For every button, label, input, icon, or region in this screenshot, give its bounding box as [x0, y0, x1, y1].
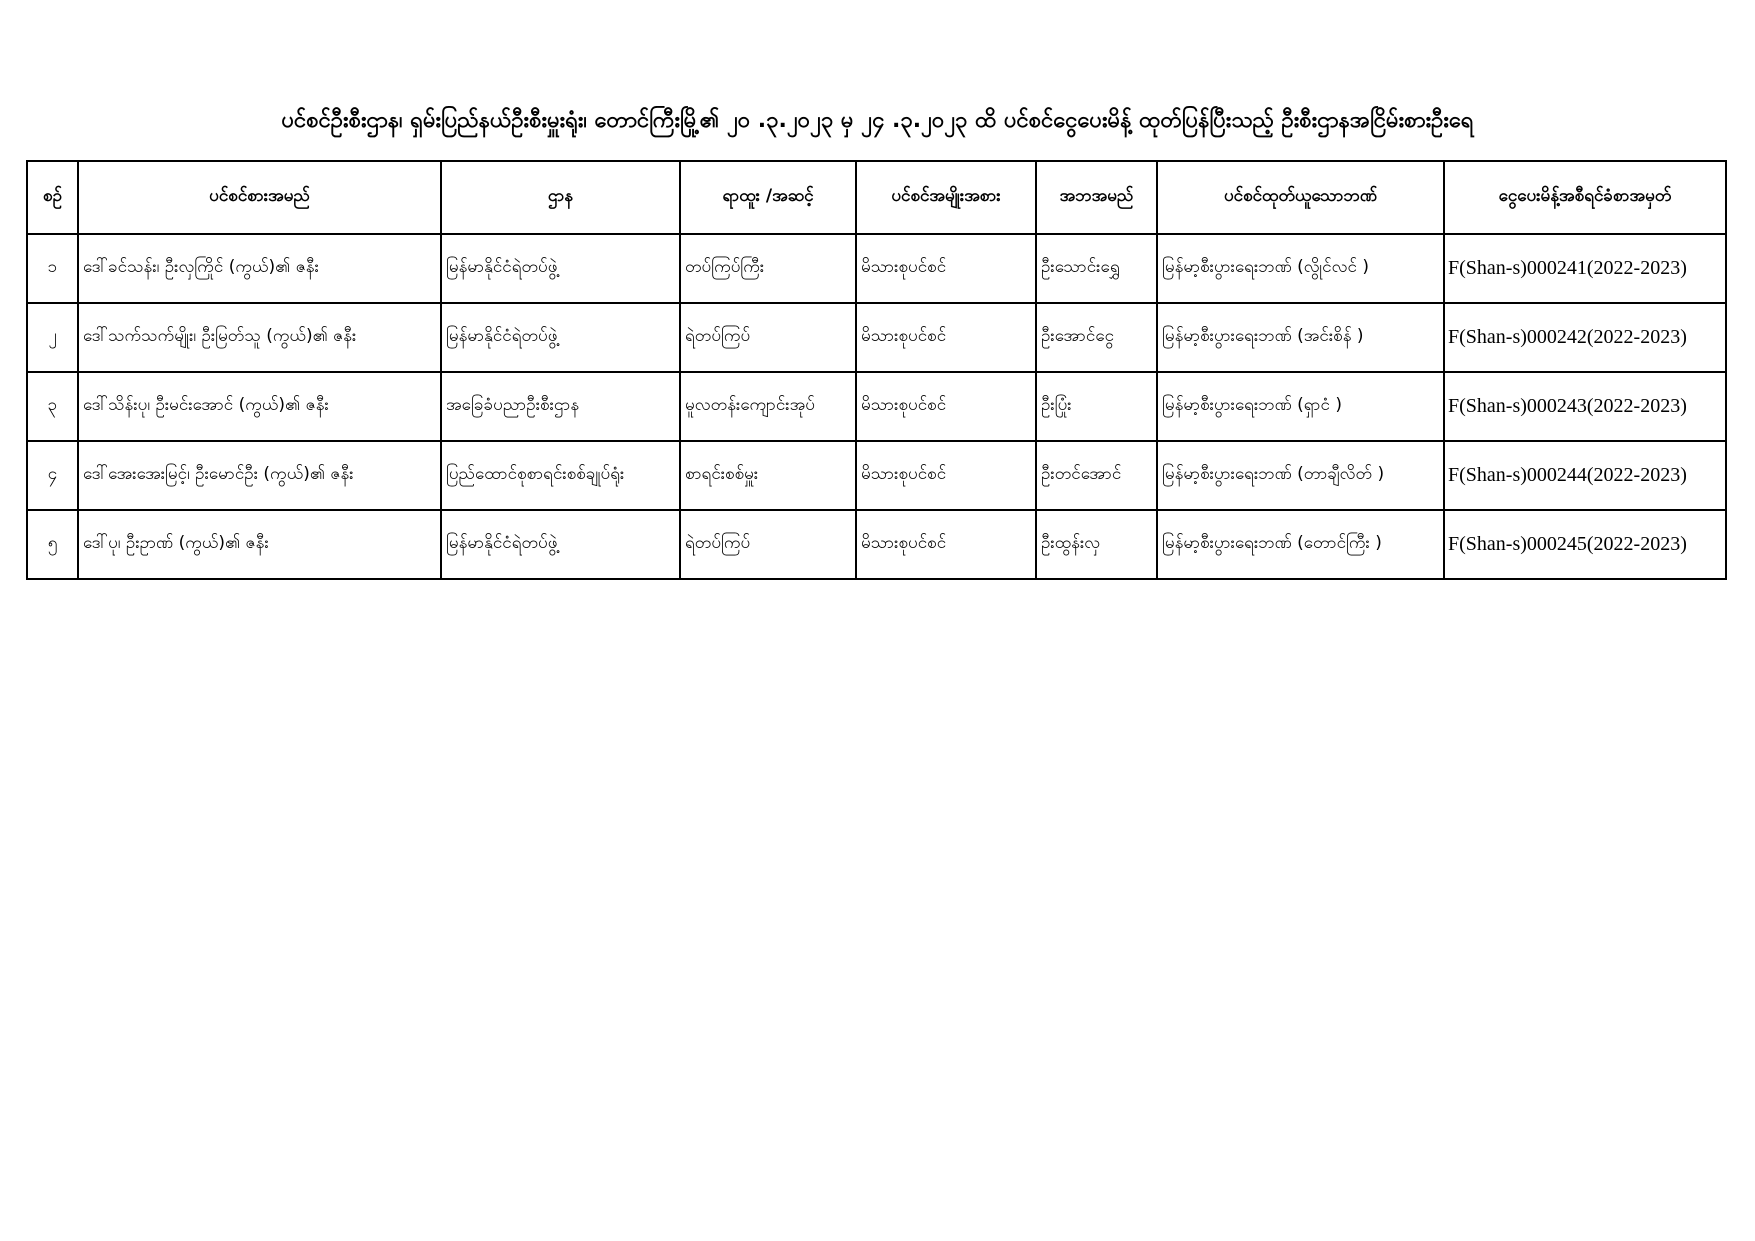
rank-cell: စာရင်းစစ်မှူး	[680, 441, 856, 510]
bank-cell: မြန်မာ့စီးပွားရေးဘဏ် (ရှာငံ )	[1157, 372, 1444, 441]
pensioner-name-cell: ဒေါ်ခင်သန်း၊ ဦးလှကြိုင် (ကွယ်)၏ ဇနီး	[78, 234, 441, 303]
father-name-cell: ဦးပြုံး	[1036, 372, 1157, 441]
table-header	[27, 161, 1726, 234]
pension-type-cell: မိသားစုပင်စင်	[856, 510, 1036, 579]
department-cell: မြန်မာနိုင်ငံရဲတပ်ဖွဲ့	[441, 303, 680, 372]
column-header-rank: ရာထူး /အဆင့်	[680, 161, 856, 234]
reference-number-cell: F(Shan-s)000244(2022-2023)	[1444, 441, 1726, 510]
reference-number-cell: F(Shan-s)000245(2022-2023)	[1444, 510, 1726, 579]
serial-cell: ၂	[27, 303, 78, 372]
pension-type-cell: မိသားစုပင်စင်	[856, 234, 1036, 303]
rank-cell: တပ်ကြပ်ကြီး	[680, 234, 856, 303]
column-header-pensioner-name: ပင်စင်စားအမည်	[78, 161, 441, 234]
column-header-department: ဌာန	[441, 161, 680, 234]
department-cell: အခြေခံပညာဦးစီးဌာန	[441, 372, 680, 441]
father-name-cell: ဦးတင်အောင်	[1036, 441, 1157, 510]
reference-number-cell: F(Shan-s)000242(2022-2023)	[1444, 303, 1726, 372]
pension-type-cell: မိသားစုပင်စင်	[856, 441, 1036, 510]
father-name-cell: ဦးသောင်းရွှေ	[1036, 234, 1157, 303]
column-header-serial: စဉ်	[27, 161, 78, 234]
pensioner-name-cell: ဒေါ်အေးအေးမြင့်၊ ဦးမောင်ဦး (ကွယ်)၏ ဇနီး	[78, 441, 441, 510]
rank-cell: ရဲတပ်ကြပ်	[680, 303, 856, 372]
bank-cell: မြန်မာ့စီးပွားရေးဘဏ် (အင်းစိန် )	[1157, 303, 1444, 372]
department-cell: မြန်မာနိုင်ငံရဲတပ်ဖွဲ့	[441, 234, 680, 303]
serial-cell: ၃	[27, 372, 78, 441]
serial-cell: ၁	[27, 234, 78, 303]
bank-cell: မြန်မာ့စီးပွားရေးဘဏ် (တောင်ကြီး )	[1157, 510, 1444, 579]
father-name-cell: ဦးထွန်းလှ	[1036, 510, 1157, 579]
pensioner-name-cell: ဒေါ်သိန်းပု၊ ဦးမင်းအောင် (ကွယ်)၏ ဇနီး	[78, 372, 441, 441]
pension-type-cell: မိသားစုပင်စင်	[856, 303, 1036, 372]
serial-cell: ၄	[27, 441, 78, 510]
column-header-reference-number: ငွေပေးမိန့်အစီရင်ခံစာအမှတ်	[1444, 161, 1726, 234]
pensioner-name-cell: ဒေါ်သက်သက်မျိုး၊ ဦးမြတ်သူ (ကွယ်)၏ ဇနီး	[78, 303, 441, 372]
department-cell: မြန်မာနိုင်ငံရဲတပ်ဖွဲ့	[441, 510, 680, 579]
table-row	[27, 234, 1726, 303]
table-row	[27, 303, 1726, 372]
rank-cell: မူလတန်းကျောင်းအုပ်	[680, 372, 856, 441]
bank-cell: မြန်မာ့စီးပွားရေးဘဏ် (လွိုင်လင် )	[1157, 234, 1444, 303]
reference-number-cell: F(Shan-s)000243(2022-2023)	[1444, 372, 1726, 441]
column-header-father-name: အဘအမည်	[1036, 161, 1157, 234]
serial-cell: ၅	[27, 510, 78, 579]
column-header-bank: ပင်စင်ထုတ်ယူသောဘဏ်	[1157, 161, 1444, 234]
page-title: ပင်စင်ဦးစီးဌာန၊ ရှမ်းပြည်နယ်ဦးစီးမှူးရုံး၊ တောင်ကြီးမြို့၏ ၂၀ .၃.၂၀၂၃ မှ ၂၄ .၃.၂၀၂၃ ထိ ပင်စင်ငွေပေးမိန့် ထုတ်ပြန်ပြီးသည့် ဦးစီးဌာနအငြိမ်းစားဦးရေ	[281, 108, 1474, 133]
table-row	[27, 372, 1726, 441]
pension-table	[26, 160, 1727, 580]
department-cell: ပြည်ထောင်စုစာရင်းစစ်ချုပ်ရုံး	[441, 441, 680, 510]
rank-cell: ရဲတပ်ကြပ်	[680, 510, 856, 579]
table-body	[27, 234, 1726, 579]
column-header-pension-type: ပင်စင်အမျိုးအစား	[856, 161, 1036, 234]
reference-number-cell: F(Shan-s)000241(2022-2023)	[1444, 234, 1726, 303]
table-row	[27, 441, 1726, 510]
pensioner-name-cell: ဒေါ်ပု၊ ဦးဥာဏ် (ကွယ်)၏ ဇနီး	[78, 510, 441, 579]
table-row	[27, 510, 1726, 579]
father-name-cell: ဦးအောင်ငွေ	[1036, 303, 1157, 372]
pension-type-cell: မိသားစုပင်စင်	[856, 372, 1036, 441]
header-row	[27, 161, 1726, 234]
bank-cell: မြန်မာ့စီးပွားရေးဘဏ် (တာချီလိတ် )	[1157, 441, 1444, 510]
